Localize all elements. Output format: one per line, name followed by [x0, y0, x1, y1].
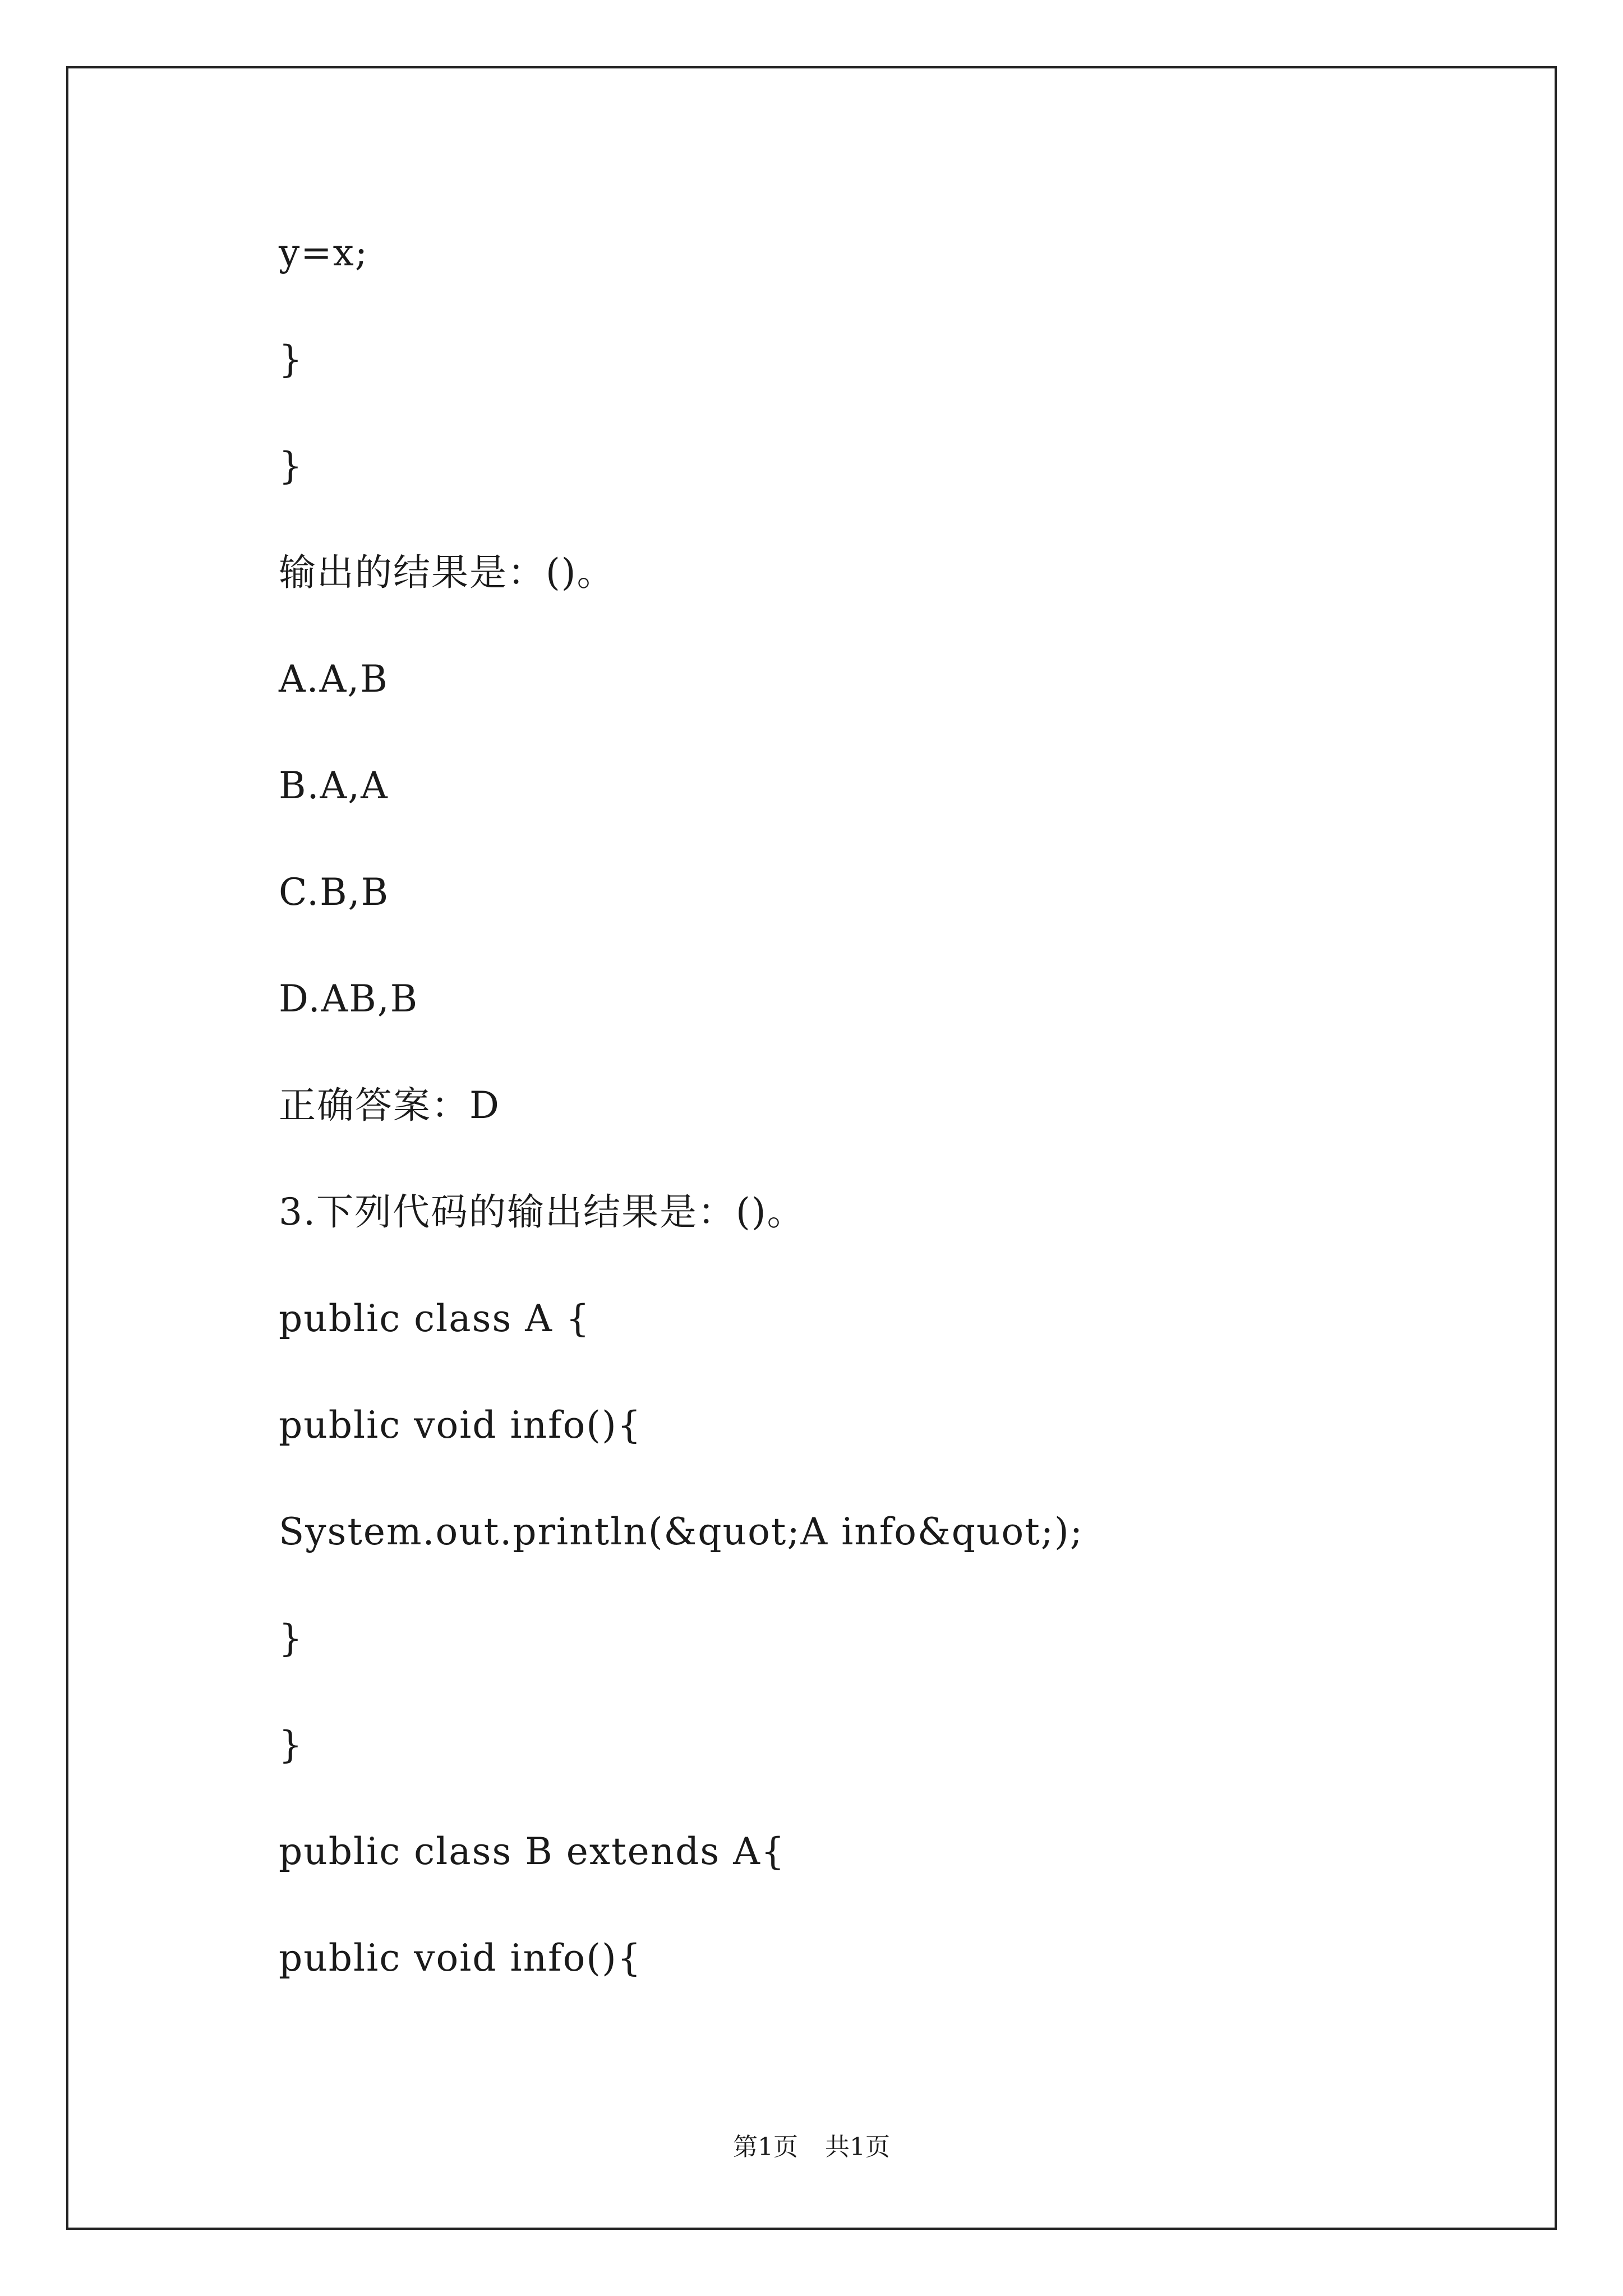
- option-a: A.A,B: [279, 657, 389, 701]
- code-line: }: [279, 338, 303, 381]
- correct-answer: 正确答案：D: [279, 1084, 500, 1127]
- page-footer: [0, 2135, 1623, 2160]
- option-b: B.A,A: [279, 764, 389, 807]
- code-line: System.out.println(&quot;A info&quot;);: [279, 1510, 1083, 1553]
- code-line: public class A {: [279, 1297, 591, 1340]
- code-line: public void info(){: [279, 1404, 642, 1447]
- option-c: C.B,B: [279, 871, 390, 914]
- question-title: 3.下列代码的输出结果是：()。: [279, 1190, 805, 1234]
- page-border: [66, 66, 1557, 2230]
- code-line: y=x;: [279, 231, 369, 274]
- option-d: D.AB,B: [279, 977, 419, 1020]
- page-total: 共1页: [825, 2133, 890, 2161]
- question-prompt: 输出的结果是：()。: [279, 551, 615, 594]
- page-number: 第1页: [733, 2133, 798, 2161]
- code-line: public class B extends A{: [279, 1830, 786, 1873]
- code-line: public void info(){: [279, 1936, 642, 1980]
- code-line: }: [279, 444, 303, 487]
- code-line: }: [279, 1617, 303, 1660]
- code-line: }: [279, 1723, 303, 1766]
